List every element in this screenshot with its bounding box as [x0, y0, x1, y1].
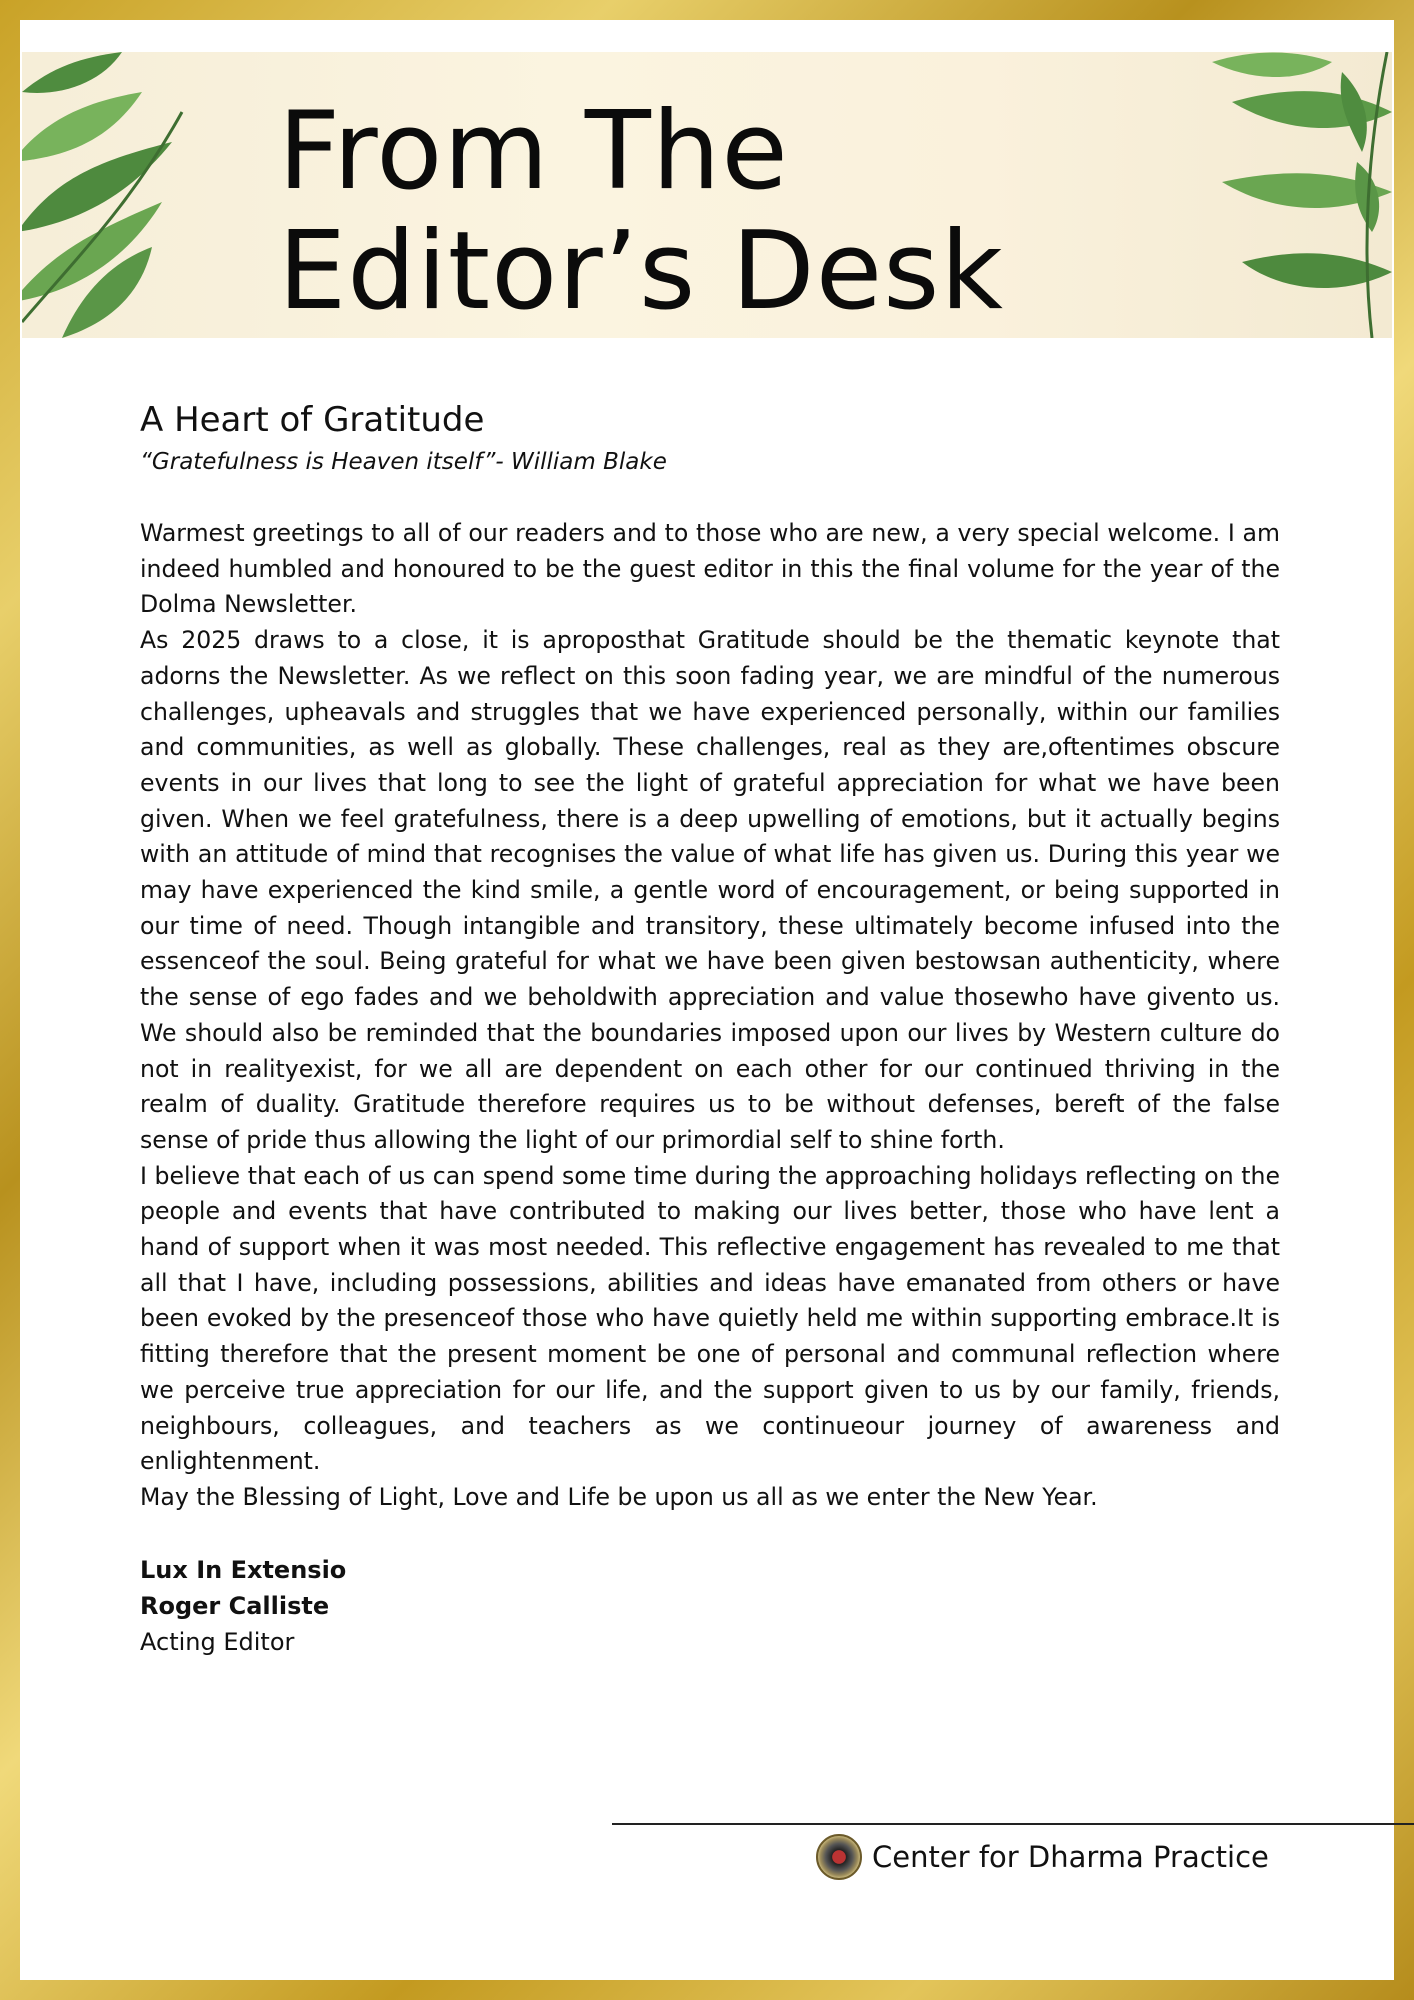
- article: [140, 398, 1280, 1660]
- signature-name: Roger Calliste: [140, 1591, 330, 1620]
- paragraph-3: I believe that each of us can spend some time during the approaching holidays reflecting on the people and events that have contributed to making our lives better, those who have lent a hand of support when it was most needed. This reflective engagement has revealed to me that all that I have, including possessions, abilities and ideas have emanated from others or have been evoked by the presenceof those who have quietly held me within supporting embrace.It is fitting therefore that the present moment be one of personal and communal reflection where we perceive true appreciation for our life, and the support given to us by our family, friends, neighbours, colleagues, and teachers as we continueour journey of awareness and enlightenment.: [140, 1161, 1280, 1476]
- title-line-2: Editor’s Desk: [278, 209, 1004, 334]
- leaf-decoration-left-icon: [22, 52, 222, 338]
- title-line-1: From The: [278, 89, 789, 214]
- page-title: [278, 89, 1004, 334]
- header-banner: [22, 52, 1392, 338]
- paragraph-1: Warmest greetings to all of our readers and to those who are new, a very special welcome. I am indeed humbled and honoured to be the guest editor in this the final volume for the year of the Dolma Newsletter.: [140, 519, 1280, 619]
- article-body: [140, 516, 1280, 1516]
- signature-role: Acting Editor: [140, 1627, 295, 1656]
- article-quote: “Gratefulness is Heaven itself”- William Blake: [140, 449, 667, 475]
- footer-divider: [612, 1823, 1414, 1825]
- signature-block: [140, 1552, 1280, 1660]
- footer-organization: Center for Dharma Practice: [872, 1840, 1269, 1874]
- article-title: A Heart of Gratitude: [140, 400, 485, 440]
- footer: [816, 1832, 1269, 1882]
- signature-motto: Lux In Extensio: [140, 1555, 347, 1584]
- paragraph-4: May the Blessing of Light, Love and Life be upon us all as we enter the New Year.: [140, 1482, 1098, 1511]
- dharma-center-logo-icon: [816, 1834, 862, 1880]
- newsletter-page: [20, 20, 1394, 1980]
- leaf-decoration-right-icon: [1132, 52, 1392, 338]
- paragraph-2: As 2025 draws to a close, it is aproposthat Gratitude should be the thematic keynote that adorns the Newsletter. As we reflect on this soon fading year, we are mindful of the numerous challenges, upheavals and struggles that we have experienced personally, within our families and communities, as well as globally. These challenges, real as they are,oftentimes obscure events in our lives that long to see the light of grateful appreciation for what we have been given. When we feel gratefulness, there is a deep upwelling of emotions, but it actually begins with an attitude of mind that recognises the value of what life has given us. During this year we may have experienced the kind smile, a gentle word of encouragement, or being supported in our time of need. Though intangible and transitory, these ultimately become infused into the essenceof the soul. Being grateful for what we have been given bestowsan authenticity, where the sense of ego fades and we beholdwith appreciation and value thosewho have givento us. We should also be reminded that the boundaries imposed upon our lives by Western culture do not in realityexist, for we all are dependent on each other for our continued thriving in the realm of duality. Gratitude therefore requires us to be without defenses, bereft of the false sense of pride thus allowing the light of our primordial self to shine forth.: [140, 626, 1280, 1154]
